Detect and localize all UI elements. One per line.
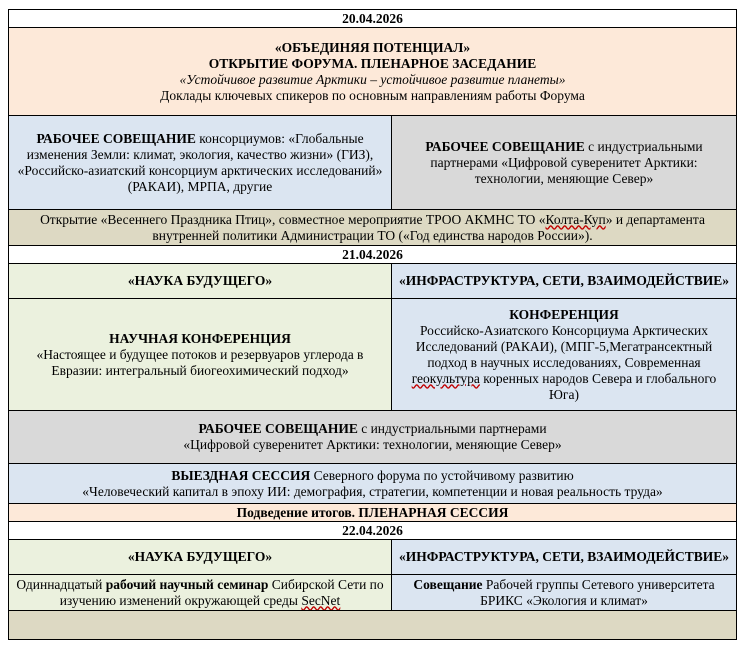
meeting-label: РАБОЧЕЕ СОВЕЩАНИЕ [198,421,358,436]
meeting-text: с индустриальными партнерами [357,421,547,436]
bird-festival [9,210,737,246]
brics-label: Совещание [413,576,483,592]
forum-schedule-table [8,9,737,640]
festival-text-2: » и департамента внутренней политики Администрации ТО («Год единства народов России»). [152,211,705,243]
rakai-conference [392,299,737,411]
working-meeting-industry-day2 [9,411,737,464]
brics-text: Рабочей группы Сетевого университета БРИКС «Экология и климат» [480,576,715,608]
seminar-label: рабочий научный семинар [105,576,269,592]
empty-row [9,611,737,640]
working-meeting-consortia [9,116,392,210]
date-header [9,522,737,540]
track-title: «НАУКА БУДУЩЕГО» [127,549,273,564]
conference-text: «Настоящее и будущее потоков и резервуаров углерода в Евразии: интегральный биогеохимический подход» [36,346,364,378]
plenary-session [9,28,737,116]
session-label: ВЫЕЗДНАЯ СЕССИЯ [171,467,311,483]
track-title: «ИНФРАСТРУКТУРА, СЕТИ, ВЗАИМОДЕЙСТВИЕ» [399,273,729,288]
seminar-text-2: Сибирской Сети по изучению изменений окружающей среды [59,576,384,608]
meeting-text: с индустриальными партнерами «Цифровой суверенитет Арктики: технологии, меняющие Север» [430,138,703,186]
summary-plenary [9,504,737,522]
track-science-future [9,540,392,575]
track-infrastructure [392,264,737,299]
plenary-title: «ОБЪЕДИНЯЯ ПОТЕНЦИАЛ» [274,39,471,55]
summary-text: Подведение итогов. ПЛЕНАРНАЯ СЕССИЯ [236,504,509,520]
scientific-conference [9,299,392,411]
working-meeting-industry [392,116,737,210]
conference-text-2: коренных народов Севера и глобального Юга) [479,370,717,402]
date-header [9,10,737,28]
meeting-label: РАБОЧЕЕ СОВЕЩАНИЕ [36,130,196,146]
field-session [9,464,737,504]
meeting-text: консорциумов: «Глобальные изменения Земли: климат, экология, качество жизни» (ГИЗ), «Российско-азиатский консорциум арктических исследований» (РАКАИ), МРПА, другие [17,130,383,194]
meeting-label: РАБОЧЕЕ СОВЕЩАНИЕ [425,138,585,154]
session-topic: «Человеческий капитал в эпоху ИИ: демография, стратегии, компетенции и новая реальность труда» [82,483,663,499]
plenary-subtitle: «Устойчивое развитие Арктики – устойчивое развитие планеты» [179,71,566,87]
date-text: 20.04.2026 [342,10,403,26]
meeting-topic: «Цифровой суверенитет Арктики: технологии, меняющие Север» [183,437,562,452]
seminar-network: SecNet [301,592,341,608]
conference-geoculture: геокультура [411,370,480,386]
secnet-seminar [9,575,392,611]
plenary-description: Доклады ключевых спикеров по основным направлениям работы Форума [160,87,585,103]
track-title: «ИНФРАСТРУКТУРА, СЕТИ, ВЗАИМОДЕЙСТВИЕ» [399,549,729,564]
date-header [9,246,737,264]
conference-text: Российско-Азиатского Консорциума Арктических Исследований (РАКАИ), (МПГ-5,Мегатрансектный подход в научных исследованиях, Современная [415,322,713,370]
track-infrastructure [392,540,737,575]
conference-label: КОНФЕРЕНЦИЯ [509,306,619,322]
plenary-title-2: ОТКРЫТИЕ ФОРУМА. ПЛЕНАРНОЕ ЗАСЕДАНИЕ [208,55,537,71]
conference-label: НАУЧНАЯ КОНФЕРЕНЦИЯ [109,330,291,346]
date-text: 22.04.2026 [342,522,403,538]
seminar-text: Одиннадцатый [16,576,106,592]
festival-text: Открытие «Весеннего Праздника Птиц», совместное мероприятие ТРОО АКМНС ТО « [40,211,546,227]
track-science-future [9,264,392,299]
session-text: Северного форума по устойчивому развитию [310,467,574,483]
date-text: 21.04.2026 [342,246,403,262]
brics-meeting [392,575,737,611]
track-title: «НАУКА БУДУЩЕГО» [127,273,273,288]
festival-org: Колта-Куп [545,211,606,227]
